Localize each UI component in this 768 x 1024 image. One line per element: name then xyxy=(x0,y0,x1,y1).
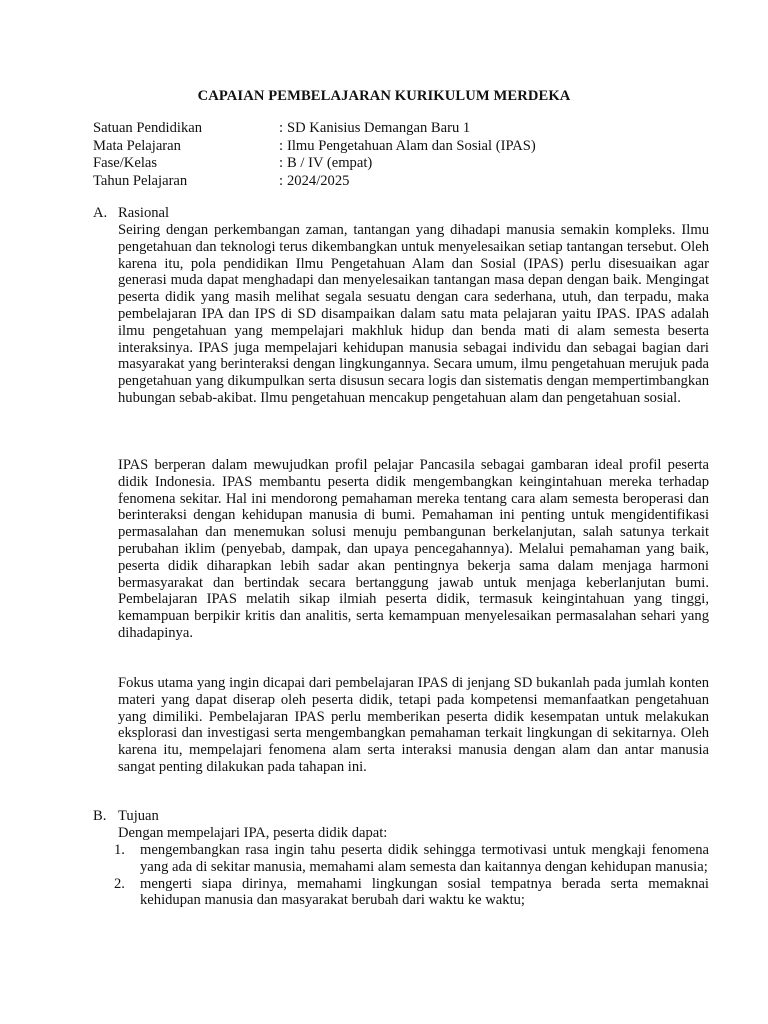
meta-label: Tahun Pelajaran xyxy=(93,172,188,189)
list-number: 2. xyxy=(114,875,125,892)
section-b-heading xyxy=(93,808,159,826)
list-text: mengembangkan rasa ingin tahu peserta didik sehingga termotivasi untuk mengkaji fenomena yang ada di sekitar manusia, memahami alam semesta dan kaitannya dengan kehidupan manusia; xyxy=(140,842,709,875)
list-number: 1. xyxy=(114,842,125,858)
meta-row-subject xyxy=(93,138,693,156)
section-letter: B. xyxy=(93,808,107,824)
rationale-paragraph-1: Seiring dengan perkembangan zaman, tantangan yang dihadapi manusia semakin kompleks. Ilmu pengetahuan dan teknologi terus dikembangkan untuk menyelesaikan setiap tantangan tersebut. Oleh karena itu, pola pendidikan Ilmu Pengetahuan Alam dan Sosial (IPAS) perlu disesuaikan agar generasi muda dapat menghadapi dan menyelesaikan tantangan masa depan dengan baik. Mengingat peserta didik yang masih melihat segala sesuatu dengan cara sederhana, utuh, dan terpadu, maka pembelajaran IPA dan IPS di SD disampaikan dalam satu mata pelajaran yaitu IPAS. IPAS adalah ilmu pengetahuan yang mempelajari makhluk hidup dan benda mati di alam semesta beserta interaksinya. IPAS juga mempelajari kehidupan manusia sebagai individu dan sebagai bagian dari masyarakat yang berinteraksi dengan lingkungannya. Secara umum, ilmu pengetahuan merujuk pada pengetahuan yang dikumpulkan serta disusun secara logis dan sistematis dengan mempertimbangkan hubungan sebab-akibat. Ilmu pengetahuan mencakup pengetahuan alam dan pengetahuan sosial. xyxy=(118,222,709,406)
goals-list xyxy=(93,842,709,909)
meta-colon: : xyxy=(279,172,284,189)
meta-colon: : xyxy=(279,155,284,171)
section-letter: A. xyxy=(93,205,108,221)
list-text: mengerti siapa dirinya, memahami lingkungan sosial tempatnya berada serta memaknai kehidupan manusia dan masyarakat berubah dari waktu ke waktu; xyxy=(140,875,709,909)
meta-value: Ilmu Pengetahuan Alam dan Sosial (IPAS) xyxy=(287,137,536,154)
meta-value: SD Kanisius Demangan Baru 1 xyxy=(287,120,471,136)
section-a-heading xyxy=(93,205,169,223)
meta-colon: : xyxy=(279,137,284,154)
meta-label: Satuan Pendidikan xyxy=(93,120,203,136)
rationale-paragraph-2: IPAS berperan dalam mewujudkan profil pelajar Pancasila sebagai gambaran ideal profil peserta didik Indonesia. IPAS membantu peserta didik mengembangkan keingintahuan mereka terhadap fenomena sekitar. Hal ini mendorong pemahaman mereka tentang cara alam semesta beroperasi dan berinteraksi dengan kehidupan manusia di bumi. Pemahaman ini penting untuk mengidentifikasi permasalahan dan menemukan solusi menuju pembangunan berkelanjutan, salah satunya terkait perubahan iklim (penyebab, dampak, dan upaya pencegahannya). Melalui pemahaman yang baik, peserta didik diharapkan lebih sadar akan pentingnya bekerja sama dalam menjaga harmoni bermasyarakat dan bertindak secara bertanggung jawab untuk menjaga keberlanjutan bumi. Pembelajaran IPAS melatih sikap ilmiah peserta didik, termasuk keingintahuan yang tinggi, kemampuan berpikir kritis dan analitis, serta kemampuan menyelesaikan permasalahan sehari yang dihadapinya. xyxy=(118,457,709,641)
document-title: CAPAIAN PEMBELAJARAN KURIKULUM MERDEKA xyxy=(197,88,571,104)
meta-table xyxy=(93,120,693,190)
list-item xyxy=(93,876,709,910)
section-title: Rasional xyxy=(118,205,170,221)
list-item xyxy=(93,842,709,876)
meta-row-school xyxy=(93,120,693,138)
meta-row-phase xyxy=(93,155,693,173)
meta-label: Fase/Kelas xyxy=(93,155,158,171)
meta-colon: : xyxy=(279,120,284,136)
meta-label: Mata Pelajaran xyxy=(93,137,181,154)
meta-value: 2024/2025 xyxy=(287,172,350,189)
rationale-paragraph-3: Fokus utama yang ingin dicapai dari pembelajaran IPAS di jenjang SD bukanlah pada jumlah konten materi yang dapat diserap oleh peserta didik, tetapi pada kompetensi memanfaatkan pengetahuan yang dimiliki. Pembelajaran IPAS perlu memberikan peserta didik kesempatan untuk melakukan eksplorasi dan investigasi serta mengembangkan pemahaman terkait lingkungan di sekitarnya. Oleh karena itu, mempelajari fenomena alam serta interaksi manusia dengan alam dan antar manusia sangat penting dilakukan pada tahapan ini. xyxy=(118,675,709,775)
goals-intro: Dengan mempelajari IPA, peserta didik dapat: xyxy=(118,825,388,841)
meta-value: B / IV (empat) xyxy=(287,155,373,171)
section-title: Tujuan xyxy=(118,808,159,824)
meta-row-year xyxy=(93,173,693,191)
